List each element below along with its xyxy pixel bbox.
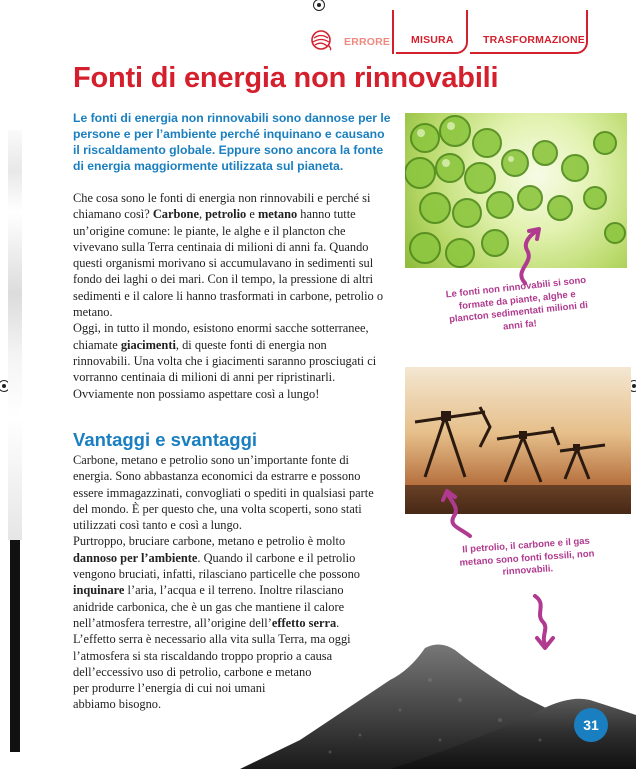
page-title: Fonti di energia non rinnovabili [73,62,499,94]
text-run: , [198,207,206,222]
text-run: l’aria, l’acqua e il terreno. Inoltre rilasciano anidride carbonica, che è un gas che mantiene il calore nell’atmosfera terrestre, all’origine dell’ [73,583,345,630]
bold-effetto-serra: effetto serra [271,615,337,630]
text-run: , di queste fonti di energia non rinnovabili. Una volta che i giacimenti saranno prosciugati ci vorranno centinaia di milioni di anni per ripristinarli. Ovviamente non possiamo aspettare così a lungo! [73,337,377,401]
caption-algae: Le fonti non rinnovabili si sono formate da piante, alghe e plancton sedimentati milioni di anni fa! [445,274,589,333]
section-tabs [306,10,588,55]
tab-trasformazione[interactable] [470,10,588,54]
text-run: e [246,207,258,222]
text-line: l’atmosfera si sta riscaldando troppo proprio a causa [73,648,333,663]
text-run: . [336,615,340,630]
paragraph-giacimenti [73,320,385,401]
arrow-up-icon [505,225,555,285]
tab-errore-label: ERRORE [344,36,391,48]
bold-giacimenti: giacimenti [120,337,176,352]
caption-fossil: Il petrolio, il carbone e il gas metano sono fonti fossili, non rinnovabili. [459,535,595,578]
text-run: hanno tutte un’origine comune: le piante, le alghe e il plancton che vivevano sulla Terra centinaia di milioni di anni fa. Quando questi organismi morivano si accumulavano in sedimenti sul fondo dei laghi o dei mari. Con il tempo, la pressione di altri sedimenti e il calore li hanno trasformati in carbone, petrolio o metano. [73,207,384,320]
paragraph-svantaggi [73,533,385,631]
tab-trasformazione-label: TRASFORMAZIONE [483,34,585,46]
page-number-badge: 31 [574,708,608,742]
tab-misura[interactable] [396,10,468,54]
text-run: Oggi, in tutto il mondo, esistono enormi sacche sotterranee, chiamate [73,321,369,352]
paragraph-origin [73,190,385,320]
text-line: abbiamo bisogno. [73,697,162,712]
bold-dannoso: dannoso per l’ambiente [73,550,198,565]
text-line: per produrre l’energia di cui noi umani [73,681,266,696]
bleed-bar [10,527,20,752]
text-line: L’effetto serra è necessario alla vita sulla Terra, ma oggi [73,632,351,647]
intro-text: Le fonti di energia non rinnovabili sono dannose per le persone e per l’ambiente perché inquinano e causano il riscaldamento globale. Eppure sono ancora la fonte di energia maggiormente utilizzata sul pianeta. [73,111,391,173]
bold-petrolio: petrolio [205,207,247,222]
bold-metano: metano [257,207,298,222]
arrow-up-left-icon [440,488,480,538]
bleed-image-sliver [8,130,22,540]
text-run: Purtroppo, bruciare carbone, metano e petrolio è molto [73,534,346,549]
coal-pile-image [240,640,636,769]
section-heading: Vantaggi e svantaggi [73,429,258,450]
pumpjacks [405,367,631,514]
tab-errore[interactable] [306,10,394,54]
text-line: dell’eccessivo uso di petrolio, carbone e metano [73,664,312,679]
tab-misura-label: MISURA [411,34,454,46]
yarn-ball-icon [310,29,332,51]
text-run: . Quando il carbone e il petrolio vengono bruciati, infatti, rilasciano particelle che possono [73,550,360,582]
paragraph-vantaggi: Carbone, metano e petrolio sono un’importante fonte di energia. Sono abbastanza economici da estrarre e possono essere immagazzinati, convogliati o spediti in qualsiasi parte del mondo. È per questo che, una volta scoperti, sono stati utilizzati così tanto e così a lungo. [73,453,374,533]
bold-carbone: Carbone [152,207,199,222]
body-section-1 [73,190,385,402]
oil-pumps-photo [405,367,631,514]
text-run: Che cosa sono le fonti di energia non rinnovabili e perché si chiamano così? [73,191,371,222]
bold-inquinare: inquinare [73,583,125,598]
